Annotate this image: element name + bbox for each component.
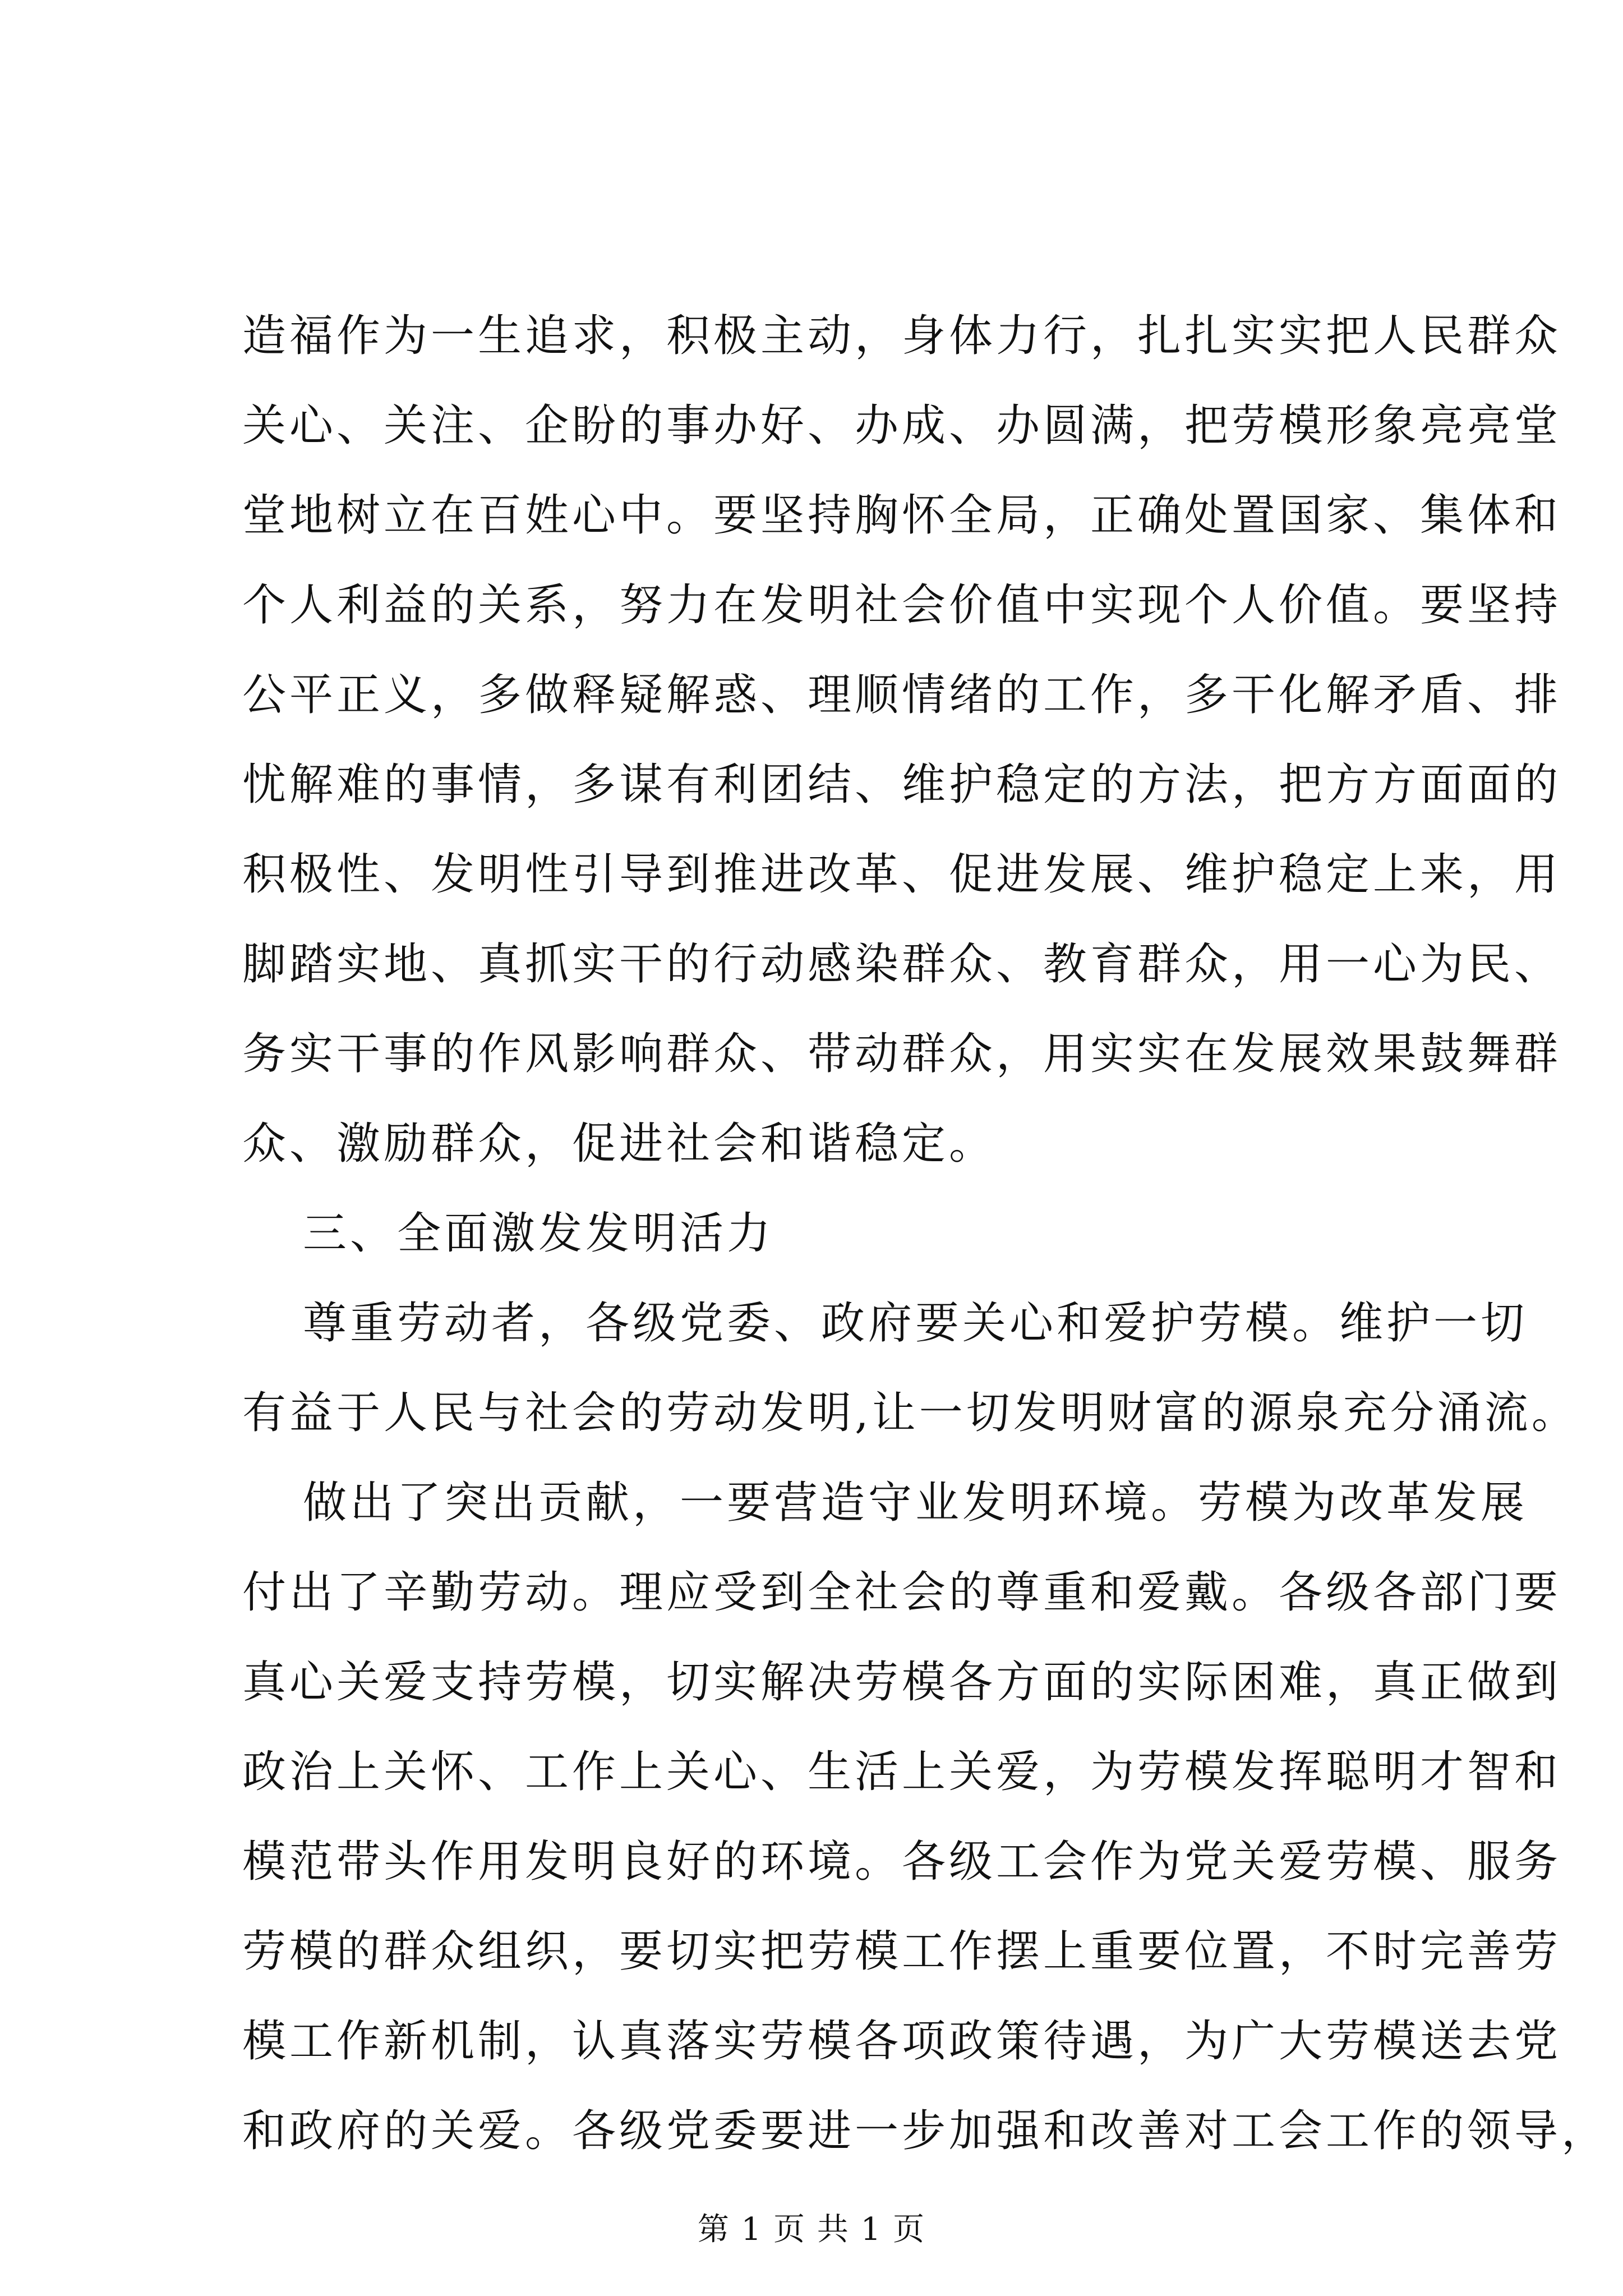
text-line: 公平正义，多做释疑解惑、理顺情绪的工作，多干化解矛盾、排: [242, 670, 1562, 720]
text-line: 关心、关注、企盼的事办好、办成、办圆满，把劳模形象亮亮堂: [242, 401, 1562, 451]
text-line: 模工作新机制，认真落实劳模各项政策待遇，为广大劳模送去党: [242, 2016, 1562, 2067]
text-line: 真心关爱支持劳模，切实解决劳模各方面的实际困难，真正做到: [242, 1657, 1562, 1708]
text-line: 尊重劳动者，各级党委、政府要关心和爱护劳模。维护一切: [303, 1298, 1528, 1349]
text-line: 政治上关怀、工作上关心、生活上关爱，为劳模发挥聪明才智和: [242, 1747, 1562, 1797]
section-heading: 三、全面激发发明活力: [303, 1208, 774, 1259]
text-line: 积极性、发明性引导到推进改革、促进发展、维护稳定上来，用: [242, 849, 1562, 900]
text-line: 造福作为一生追求，积极主动，身体力行，扎扎实实把人民群众: [242, 311, 1562, 361]
text-line: 劳模的群众组织，要切实把劳模工作摆上重要位置，不时完善劳: [242, 1926, 1562, 1977]
page-footer: 第 1 页 共 1 页: [697, 2211, 926, 2248]
text-line: 个人利益的关系，努力在发明社会价值中实现个人价值。要坚持: [242, 580, 1562, 631]
text-line: 模范带头作用发明良好的环境。各级工会作为党关爱劳模、服务: [242, 1837, 1562, 1887]
text-line: 有益于人民与社会的劳动发明,让一切发明财富的源泉充分涌流。: [242, 1388, 1579, 1438]
text-line: 付出了辛勤劳动。理应受到全社会的尊重和爱戴。各级各部门要: [242, 1567, 1562, 1618]
text-line: 务实干事的作风影响群众、带动群众，用实实在发展效果鼓舞群: [242, 1029, 1562, 1079]
text-line: 众、激励群众，促进社会和谐稳定。: [242, 1119, 997, 1169]
text-line: 和政府的关爱。各级党委要进一步加强和改善对工会工作的领导，: [242, 2106, 1609, 2156]
text-line: 堂地树立在百姓心中。要坚持胸怀全局，正确处置国家、集体和: [242, 490, 1562, 541]
text-line: 做出了突出贡献，一要营造守业发明环境。劳模为改革发展: [303, 1478, 1528, 1528]
text-line: 忧解难的事情，多谋有利团结、维护稳定的方法，把方方面面的: [242, 760, 1562, 810]
text-line: 脚踏实地、真抓实干的行动感染群众、教育群众，用一心为民、: [242, 939, 1562, 990]
